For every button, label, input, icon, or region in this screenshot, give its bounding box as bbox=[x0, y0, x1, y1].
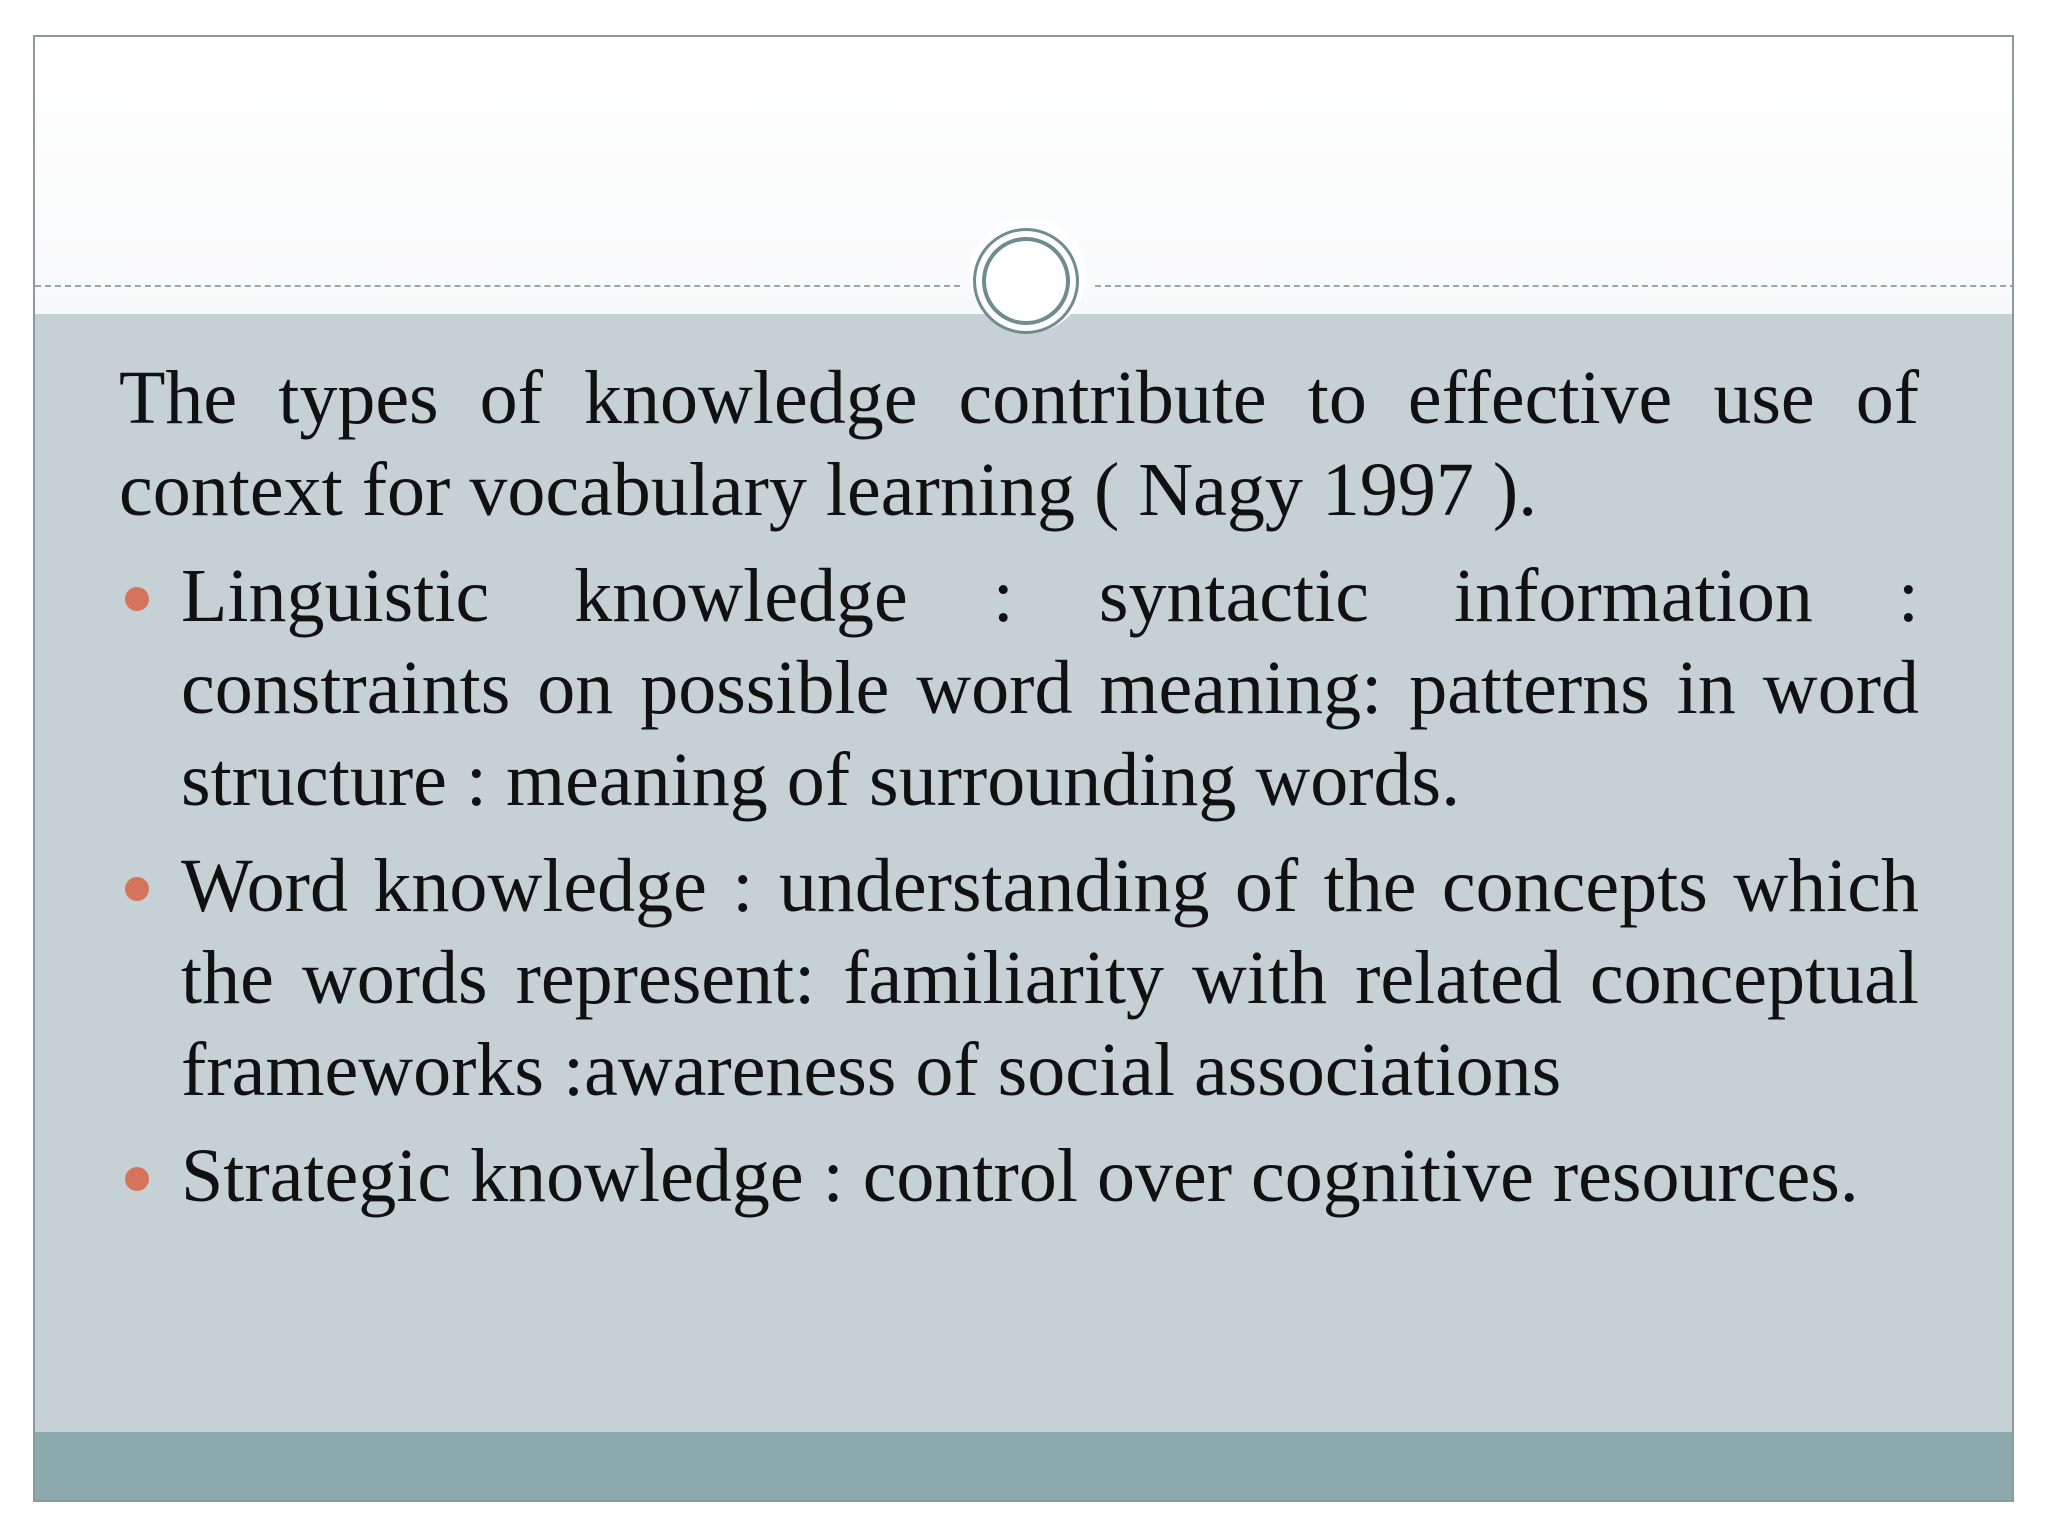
bullet-text: Word knowledge : understanding of the concepts which the words represent: familiarity with related conceptual frameworks :awareness of social associations bbox=[181, 844, 1919, 1112]
slide bbox=[33, 35, 2014, 1502]
bullet-item-word-knowledge bbox=[119, 840, 1919, 1116]
bullet-text: Linguistic knowledge : syntactic information : constraints on possible word meaning: patterns in word structure : meaning of surrounding words. bbox=[181, 554, 1919, 822]
bullet-item-strategic-knowledge bbox=[119, 1130, 1919, 1222]
bullet-dot-icon bbox=[125, 877, 149, 901]
bullet-item-linguistic-knowledge bbox=[119, 550, 1919, 826]
dashed-divider-left bbox=[35, 285, 960, 287]
dashed-divider-right bbox=[1095, 285, 2014, 287]
slide-content bbox=[119, 352, 1919, 1236]
divider-ring-icon bbox=[982, 237, 1070, 325]
bullet-text: Strategic knowledge : control over cognitive resources. bbox=[181, 1134, 1859, 1218]
slide-footer-band bbox=[35, 1432, 2012, 1502]
intro-paragraph: The types of knowledge contribute to effective use of context for vocabulary learning ( Nagy 1997 ). bbox=[119, 356, 1919, 532]
bullet-dot-icon bbox=[125, 587, 149, 611]
bullet-list bbox=[119, 550, 1919, 1222]
bullet-dot-icon bbox=[125, 1167, 149, 1191]
